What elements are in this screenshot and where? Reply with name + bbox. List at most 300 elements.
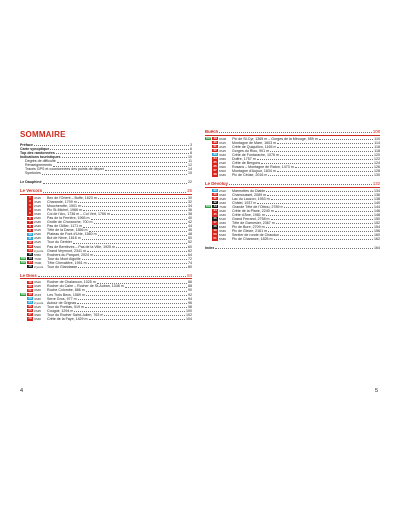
hike-duration: 4h15 — [34, 292, 42, 297]
hike-page: 160 — [374, 233, 380, 238]
hike-title: Col de l'Arc, 1736 m – Col Vert, 1766 m — [47, 212, 111, 217]
leader-dots — [74, 311, 185, 312]
hike-duration: 3h30 — [219, 172, 226, 177]
hike-duration: 3h45 — [34, 200, 41, 205]
entry-title: Tracés GPS et coordonnées des points de départ — [25, 167, 104, 172]
hike-page: 136 — [374, 192, 380, 197]
section-page: 26 — [187, 188, 192, 194]
leader-dots — [78, 202, 187, 203]
hike-page: 150 — [374, 216, 380, 221]
toc-right-column — [205, 130, 380, 250]
leader-dots — [98, 235, 187, 236]
hike-page: 124 — [374, 160, 380, 165]
hike-title: Pic de St-Cyr, 1365 m – Gorges de la Méouge, 559 m — [232, 136, 318, 141]
leader-dots — [82, 259, 187, 260]
hike-number: 36 — [213, 164, 217, 169]
hike-page: 48 — [188, 232, 192, 237]
leader-dots — [125, 287, 187, 288]
leader-dots — [91, 219, 187, 220]
entry-title: Index — [205, 246, 215, 251]
leader-dots — [87, 251, 187, 252]
leader-dots — [229, 184, 372, 185]
leader-dots — [43, 183, 187, 184]
hike-page: 156 — [374, 229, 380, 234]
leader-dots — [50, 149, 189, 150]
hike-number: 50 — [213, 232, 217, 237]
hike-duration: 3h15 — [34, 208, 41, 213]
leader-dots — [83, 210, 187, 211]
hike-title: Crête de la Plane, 2240 m — [232, 208, 274, 213]
hike-title: Duffre, 1757 m — [232, 156, 256, 161]
hike-duration: 2h45 — [219, 160, 226, 165]
hike-duration: 3h30 — [219, 192, 226, 197]
hike-page: 92 — [188, 292, 192, 297]
hike-number: 48 — [213, 224, 217, 229]
hike-number: 24 — [28, 299, 32, 304]
hike-number: 1 — [27, 196, 33, 199]
left-sections — [20, 189, 192, 320]
hike-title: Tour du Mont Aiguille — [47, 256, 81, 261]
page-number-right: 5 — [375, 388, 379, 394]
leader-dots — [215, 248, 373, 249]
hike-duration: 2 jours — [34, 248, 44, 253]
top-badge: TOP — [205, 136, 211, 140]
leader-dots — [94, 223, 187, 224]
top-badge: TOP — [20, 261, 26, 265]
hike-title: Chamousset, 2089 m — [232, 192, 267, 197]
leader-dots — [82, 239, 187, 240]
leader-dots — [57, 162, 188, 163]
hike-title: Sentier de ronde de Chaudun — [232, 233, 280, 238]
hike-number: 25 — [28, 303, 32, 308]
hike-title: Montagne d'Aujour, 1834 m — [232, 168, 276, 173]
hike-duration: 4h30 — [219, 212, 226, 217]
leader-dots — [271, 219, 373, 220]
hike-title: Lac du Lauzon, 1953 m — [232, 196, 270, 201]
hike-title: Plateau de Font d'Urle, 1560 m — [47, 232, 97, 237]
hike-page: 146 — [374, 208, 380, 213]
hike-duration: 3h30 — [34, 316, 41, 321]
hike-title: Pic de Céüse, 2016 m — [232, 172, 268, 177]
hike-title: Montagne de Mare, 1603 m — [232, 140, 277, 145]
leader-dots — [85, 307, 187, 308]
hike-page: 138 — [374, 196, 380, 201]
hike-page: 52 — [188, 240, 192, 245]
hike-duration: 3h30 — [34, 288, 41, 293]
leader-dots — [271, 199, 373, 200]
leader-dots — [319, 139, 373, 140]
leader-dots — [43, 192, 186, 193]
hike-duration: 3h30 — [219, 229, 226, 234]
hike-title: But de Nève, 1616 m — [47, 236, 81, 241]
hike-title: Crête de la Faye, 1429 m — [47, 316, 88, 321]
hike-title: Tour du Rocher Saint-Julien, 763 m — [47, 312, 104, 317]
leader-dots — [83, 227, 187, 228]
entry-page: 15 — [188, 171, 192, 176]
hike-duration: 4h00 — [34, 312, 41, 317]
entry-title: Carte synoptique — [20, 147, 50, 152]
hike-number: 20 — [28, 283, 32, 288]
hike-number: 17 — [28, 260, 32, 265]
hike-number: 32 — [213, 148, 217, 153]
hike-number: 47 — [213, 220, 217, 225]
hike-number: 5 — [27, 212, 33, 215]
hike-duration: 3h30 — [219, 152, 226, 157]
leader-dots — [73, 243, 187, 244]
hike-title: Tour du Glandasse — [47, 264, 78, 269]
section-heading[interactable] — [20, 189, 192, 193]
leader-dots — [280, 155, 373, 156]
entry-title: Le Dauphiné — [20, 180, 42, 185]
hike-number: 8 — [27, 225, 33, 228]
section-title: Le Vercors — [20, 189, 42, 194]
hike-duration: 3h15 — [219, 148, 226, 153]
leader-dots — [86, 291, 187, 292]
leader-dots — [88, 263, 187, 264]
leader-dots — [270, 151, 373, 152]
toc-entry-index[interactable] — [205, 246, 380, 250]
hike-duration: 4h15 — [34, 195, 41, 200]
hike-title: Tête de Garnesier, 2367 m — [232, 220, 275, 225]
hike-page: 128 — [374, 168, 380, 173]
hike-title: Tête Chevalière, 1951 m — [47, 260, 87, 265]
hike-duration: 5h30 — [219, 233, 226, 238]
section-heading[interactable] — [205, 130, 380, 134]
leader-dots — [284, 207, 373, 208]
page-number-left: 4 — [20, 388, 24, 394]
hike-number: 42 — [213, 200, 217, 205]
hike-number: 51 — [213, 236, 217, 241]
hike-title: Tête de la Dame, 1556 m — [47, 228, 88, 233]
hike-number: 43 — [213, 204, 217, 209]
top-badge: TOP — [20, 292, 26, 296]
hike-page: 120 — [374, 152, 380, 157]
hike-page: 42 — [188, 220, 192, 225]
section-page: 84 — [187, 272, 192, 278]
hike-title: Cougoir, 1294 m — [47, 308, 74, 313]
hike-page: 104 — [186, 316, 192, 321]
front-matter-list — [20, 143, 192, 175]
hike-duration: 4h30 — [34, 224, 41, 229]
leader-dots — [86, 295, 187, 296]
section-rule — [20, 194, 192, 195]
hike-title: Les Trois Becs, 1589 m — [47, 292, 85, 297]
hike-title: Pic de Gleize, 2161 m — [232, 229, 268, 234]
hike-duration: 3h10 — [34, 280, 41, 285]
section-title: Le Dévoluy — [205, 181, 228, 186]
top-badge: TOP — [205, 205, 211, 209]
hike-duration: 6h30 — [219, 224, 226, 229]
hike-number: 10 — [28, 231, 32, 236]
hike-title: Charande, 1709 m — [47, 200, 77, 205]
hike-title: Rocher de Chalancon, 1025 m — [47, 280, 96, 285]
hike-page: 100 — [186, 308, 192, 313]
hike-duration: 4h30 — [219, 200, 226, 205]
hike-number: 27 — [28, 312, 32, 317]
hike-page: 80 — [188, 264, 192, 269]
hike-duration: 3h30 — [34, 212, 41, 217]
leader-dots — [62, 157, 187, 158]
hike-number: 22 — [28, 291, 32, 296]
leader-dots — [38, 276, 187, 277]
hike-page: 134 — [374, 188, 380, 193]
hike-number: 39 — [213, 187, 217, 192]
hike-title: Crête d'Âne, 1981 m — [232, 212, 265, 217]
hike-duration: 2h15 — [34, 204, 41, 209]
section-rule — [205, 187, 380, 188]
leader-dots — [105, 170, 187, 171]
hike-page: 36 — [188, 208, 192, 213]
hike-duration: 6h00 — [219, 136, 227, 141]
leader-dots — [277, 147, 373, 148]
leader-dots — [266, 227, 373, 228]
hike-number: 23 — [28, 295, 32, 300]
hike-title: Châtel, 1937 m — [232, 200, 257, 205]
hike-duration: 5h50 — [34, 252, 41, 257]
hike-title: Pas de Berrièves – Pas de la Ville, 1925 m — [47, 244, 116, 249]
hike-duration: 2h20 — [34, 232, 41, 237]
section-rule — [20, 278, 192, 279]
hike-duration: 2h30 — [34, 216, 41, 221]
leader-dots — [104, 315, 185, 316]
hike-duration: 2 jours — [34, 264, 44, 269]
section-rule — [205, 135, 380, 136]
hike-page: 40 — [188, 216, 192, 221]
leader-dots — [275, 211, 373, 212]
entry-title: Symboles — [25, 171, 41, 176]
leader-dots — [277, 143, 373, 144]
toc-title: SOMMAIRE — [20, 130, 66, 139]
hike-page: 126 — [374, 164, 380, 169]
leader-dots — [268, 231, 373, 232]
hike-page: 46 — [188, 228, 192, 233]
hike-duration: 3h15 — [34, 228, 41, 233]
leader-dots — [219, 132, 372, 133]
section-page: 132 — [372, 180, 380, 186]
hike-duration: 4h30 — [34, 296, 41, 301]
hike-title: Crête de Fontarache, 1076 m — [232, 152, 279, 157]
entry-page: 6 — [190, 147, 192, 152]
hike-page: 34 — [188, 204, 192, 209]
hike-duration: 4h15 — [219, 144, 226, 149]
hike-title: Rosans – Montagne de Raton, 1473 m — [232, 164, 294, 169]
entry-page: 22 — [188, 180, 192, 185]
hike-number: 13 — [28, 243, 32, 248]
hike-number: 21 — [28, 287, 32, 292]
hike-number: 33 — [213, 152, 217, 157]
entry-page: 14 — [188, 167, 192, 172]
hike-title: Roche Colombe, 886 m — [47, 288, 85, 293]
hike-duration: 5h15 — [219, 216, 226, 221]
section-heading[interactable] — [20, 274, 192, 278]
leader-dots — [94, 255, 187, 256]
hike-number: 30 — [213, 139, 217, 144]
section-page: 108 — [372, 128, 380, 134]
hike-number: 11 — [28, 235, 32, 240]
hike-page: 50 — [188, 236, 192, 241]
hike-page: 30 — [188, 195, 192, 200]
hike-page: 102 — [186, 312, 192, 317]
leader-dots — [295, 167, 373, 168]
hike-title: Rochers du Parquet, 2024 m — [47, 252, 93, 257]
hike-title: Tour du Gerbier — [47, 240, 72, 245]
leader-dots — [77, 303, 187, 304]
hike-page: 122 — [374, 156, 380, 161]
entry-title: Degrés de difficulté — [25, 159, 56, 164]
entry-page: 10 — [188, 155, 192, 160]
entry-page: 11 — [188, 159, 192, 164]
hike-duration: 4h45 — [219, 196, 226, 201]
entry-title: Préface — [20, 143, 33, 147]
leader-dots — [53, 166, 187, 167]
hike-title: Grande Tête de l'Obiou, 2789 m — [232, 204, 284, 209]
hike-number: 9 — [27, 229, 33, 232]
hike-number: 49 — [213, 228, 217, 233]
leader-dots — [261, 163, 373, 164]
hike-duration: 7h00 — [34, 260, 42, 265]
hike-page: 64 — [188, 252, 192, 257]
hike-page: 94 — [188, 296, 192, 301]
hike-duration: 7h00 — [219, 204, 227, 209]
entry-title: Indications touristiques — [20, 155, 61, 160]
leader-dots — [98, 198, 187, 199]
hike-number: 26 — [28, 308, 32, 313]
hike-title: Grotte de Choranche, 700 m — [47, 220, 93, 225]
leader-dots — [266, 191, 373, 192]
section-heading[interactable] — [205, 182, 380, 186]
hike-duration: 2h10 — [219, 188, 226, 193]
leader-dots — [89, 231, 187, 232]
leader-dots — [274, 239, 373, 240]
hike-title: Grand Ferrand, 2758 m — [232, 216, 270, 221]
hike-title: Crête de Quiquillon, 1165 m — [232, 144, 277, 149]
hike-page: 118 — [374, 148, 380, 153]
hike-page: 144 — [374, 204, 380, 209]
hike-page: 90 — [188, 288, 192, 293]
hike-duration: 3h45 — [34, 284, 41, 289]
leader-dots — [257, 203, 373, 204]
hike-title: Pic de Bure, 2709 m — [232, 224, 265, 229]
hike-page: 96 — [188, 300, 192, 305]
leader-dots — [56, 153, 189, 154]
hike-duration: 2h45 — [34, 308, 41, 313]
hike-duration: 4h50 — [219, 156, 226, 161]
hike-title: Gorges du Riou, 901 m — [232, 148, 270, 153]
hike-page: 148 — [374, 212, 380, 217]
hike-duration: 2h45 — [34, 220, 41, 225]
hike-number: 41 — [213, 195, 217, 200]
hike-page: 62 — [188, 248, 192, 253]
hike-title: Marmottes du Diable — [232, 188, 266, 193]
hike-number: 38 — [213, 172, 217, 177]
hike-number: 40 — [213, 191, 217, 196]
leader-dots — [111, 214, 187, 215]
hike-number: 4 — [27, 208, 33, 211]
leader-dots — [266, 215, 373, 216]
hike-number: 2 — [27, 200, 33, 203]
hike-duration: 4h45 — [219, 208, 226, 213]
hike-page: 140 — [374, 200, 380, 205]
hike-page: 130 — [374, 172, 380, 177]
section-title: Buëch — [205, 129, 219, 134]
leader-dots — [82, 206, 187, 207]
entry-title: Top des randonnées — [20, 151, 55, 156]
hike-duration: 4h45 — [34, 236, 41, 241]
leader-dots — [257, 159, 373, 160]
hike-number: 7 — [27, 221, 33, 224]
leader-dots — [78, 267, 187, 268]
hike-page: 88 — [188, 284, 192, 289]
hike-title: Moucherotte, 1901 m — [47, 204, 81, 209]
toc-left-column — [20, 130, 192, 321]
hike-page: 72 — [188, 256, 192, 261]
leader-dots — [280, 235, 373, 236]
leader-dots — [267, 195, 373, 196]
entry-page: 12 — [188, 163, 192, 168]
hike-title: Autour de Grignas — [47, 300, 77, 305]
hike-title: Grand Veymont, 2341 m — [47, 248, 86, 253]
toc-entry-hike[interactable] — [20, 317, 192, 321]
hike-duration: 7h00 — [34, 256, 42, 261]
hike-page: 110 — [374, 136, 380, 141]
hike-page: 114 — [374, 140, 380, 145]
hike-title: Bec de l'Orient – Buffe, 1623 m — [47, 195, 97, 200]
hike-number: 37 — [213, 168, 217, 173]
leader-dots — [116, 247, 187, 248]
hike-number: 6 — [27, 217, 33, 220]
entry-title: Renseignements — [25, 163, 52, 168]
hike-duration: 2 jours — [34, 300, 44, 305]
hike-duration: 5h00 — [34, 244, 41, 249]
entry-page: 3 — [190, 143, 192, 147]
hike-page: 162 — [374, 237, 380, 242]
hike-page: 60 — [188, 244, 192, 249]
hike-number: 35 — [213, 160, 217, 165]
hike-page: 152 — [374, 220, 380, 225]
hike-number: 15 — [28, 251, 32, 256]
hike-title: Pas de l'Allier, 1171 m — [47, 224, 83, 229]
leader-dots — [277, 171, 373, 172]
hike-title: Pic St-Michel, 1966 m — [47, 208, 82, 213]
leader-dots — [42, 174, 187, 175]
section-title: Le Diois — [20, 273, 37, 278]
hike-title: Crête de Bergons — [232, 160, 261, 165]
leader-dots — [78, 299, 187, 300]
hike-number: 16 — [28, 256, 32, 260]
hike-number: 3 — [27, 204, 33, 207]
hike-number: 28 — [28, 316, 32, 321]
hike-page: 32 — [188, 200, 192, 205]
hike-page: 44 — [188, 224, 192, 229]
hike-duration: 4h30 — [219, 220, 226, 225]
hike-page: 98 — [188, 304, 192, 309]
leader-dots — [89, 319, 185, 320]
entry-page: 164 — [374, 246, 380, 251]
leader-dots — [268, 175, 373, 176]
leader-dots — [34, 145, 189, 146]
hike-title: Pas de la Ferrière, 1965 m — [47, 216, 90, 221]
hike-page: 38 — [188, 212, 192, 217]
hike-duration: 3h15 — [219, 140, 226, 145]
entry-page: 8 — [190, 151, 192, 156]
leader-dots — [97, 283, 187, 284]
hike-page: 86 — [188, 280, 192, 285]
hike-title: Rocher du Caire – Rocher de St-Auban, 1048 m — [47, 284, 124, 289]
hike-number: 19 — [28, 279, 32, 284]
hike-number: 31 — [213, 143, 217, 148]
hike-number: 44 — [213, 208, 217, 213]
hike-page: 74 — [188, 260, 192, 265]
